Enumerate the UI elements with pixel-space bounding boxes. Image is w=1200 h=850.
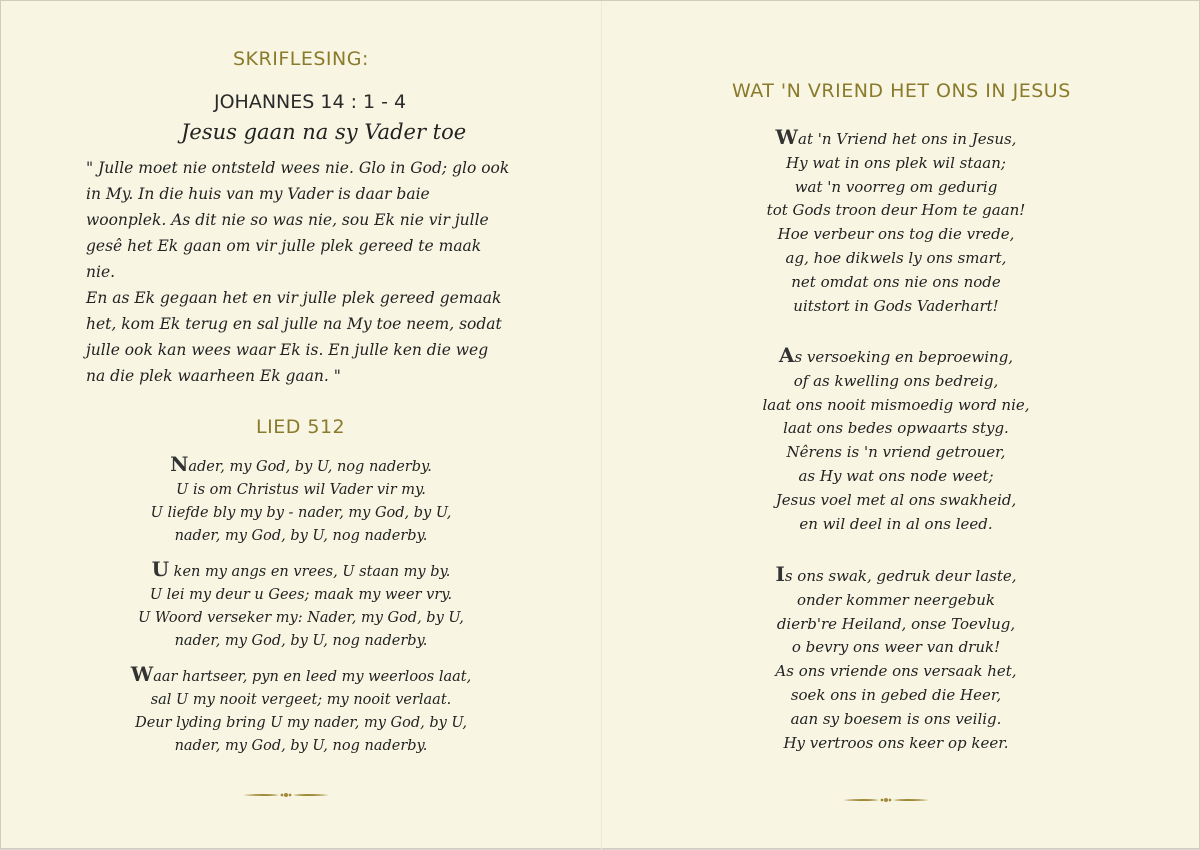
stanza-line: As ons vriende ons versaak het, — [775, 662, 1017, 681]
stanza-line: U Woord verseker my: Nader, my God, by U, — [138, 610, 464, 626]
ornament-divider-icon — [841, 795, 931, 805]
stanza-line: U lei my deur u Gees; maak my weer vry. — [149, 587, 453, 603]
stanza-line: laat ons bedes opwaarts styg. — [783, 419, 1009, 438]
stanza-line: of as kwelling ons bedreig, — [793, 371, 999, 390]
stanza-line: o bevry ons weer van druk! — [791, 638, 1001, 657]
stanza-line: Nêrens is 'n vriend getrouer, — [786, 443, 1006, 462]
stanza-line: Hy wat in ons plek wil staan; — [786, 153, 1006, 172]
stanza-line: Deur lyding bring U my nader, my God, by U, — [135, 715, 467, 731]
dropcap: U — [151, 557, 170, 581]
scripture-title: Jesus gaan na sy Vader toe — [181, 120, 467, 144]
stanza-line: Nader, my God, by U, nog naderby. — [170, 452, 432, 476]
stanza-line: Hoe verbeur ons tog die vrede, — [777, 225, 1015, 244]
stanza-line: net omdat ons nie ons node — [791, 272, 1001, 291]
stanza-line: ag, hoe dikwels ly ons smart, — [785, 248, 1007, 267]
stanza-line: wat 'n voorreg om gedurig — [794, 177, 998, 196]
stanza-line: dierb're Heiland, onse Toevlug, — [776, 614, 1016, 633]
stanza-line: nader, my God, by U, nog naderby. — [174, 633, 428, 649]
dropcap: N — [170, 452, 189, 476]
stanza-line: Waar hartseer, pyn en leed my weerloos laat, — [130, 662, 472, 686]
stanza-line: tot Gods troon deur Hom te gaan! — [766, 201, 1026, 220]
scripture-reference: JOHANNES 14 : 1 - 4 — [214, 91, 407, 113]
dropcap: I — [775, 562, 785, 586]
stanza-line: U ken my angs en vrees, U staan my by. — [151, 557, 451, 581]
stanza-line: onder kommer neergebuk — [797, 590, 995, 609]
stanza-line: laat ons nooit mismoedig word nie, — [762, 395, 1030, 414]
passage-line: na die plek waarheen Ek gaan. " — [86, 367, 341, 385]
stanza-line: as Hy wat ons node weet; — [798, 466, 994, 485]
ornament-divider-icon — [241, 790, 331, 800]
passage-line: in My. In die huis van my Vader is daar baie — [86, 185, 430, 203]
stanza-line: uitstort in Gods Vaderhart! — [793, 296, 999, 315]
scripture-reading-heading: SKRIFLESING: — [233, 48, 369, 70]
friend-hymn-stanza-3 — [661, 563, 1131, 755]
friend-hymn-stanza-1 — [661, 126, 1131, 318]
friend-hymn-stanza-2 — [661, 344, 1131, 536]
stanza-line: As versoeking en beproewing, — [778, 343, 1014, 367]
passage-line: julle ook kan wees waar Ek is. En julle ken die weg — [86, 341, 489, 359]
dropcap: W — [130, 662, 154, 686]
stanza-line: sal U my nooit vergeet; my nooit verlaat. — [150, 692, 452, 708]
passage-line: gesê het Ek gaan om vir julle plek gereed te maak nie. — [86, 237, 482, 281]
stanza-line: Wat 'n Vriend het ons in Jesus, — [775, 125, 1017, 149]
stanza-line: nader, my God, by U, nog naderby. — [174, 738, 428, 754]
hymn-512-stanza-3 — [101, 663, 501, 758]
hymn-512-heading: LIED 512 — [256, 416, 346, 438]
hymn-512-stanza-1 — [101, 453, 501, 548]
dropcap: W — [775, 125, 799, 149]
passage-line: En as Ek gegaan het en vir julle plek gereed gemaak — [86, 289, 502, 307]
stanza-line: Jesus voel met al ons swakheid, — [775, 490, 1017, 509]
scripture-passage — [86, 155, 511, 389]
dropcap: A — [778, 343, 795, 367]
passage-line: woonplek. As dit nie so was nie, sou Ek nie vir julle — [86, 211, 489, 229]
passage-line: " Julle moet nie ontsteld wees nie. Glo in God; glo ook — [86, 159, 510, 177]
stanza-line: en wil deel in al ons leed. — [799, 514, 993, 533]
stanza-line: Is ons swak, gedruk deur laste, — [775, 562, 1017, 586]
stanza-line: U liefde bly my by - nader, my God, by U, — [150, 505, 452, 521]
friend-hymn-heading: WAT 'N VRIEND HET ONS IN JESUS — [732, 80, 1071, 102]
stanza-line: soek ons in gebed die Heer, — [790, 685, 1002, 704]
stanza-line: Hy vertroos ons keer op keer. — [783, 733, 1009, 752]
stanza-line: aan sy boesem is ons veilig. — [790, 709, 1002, 728]
stanza-line: U is om Christus wil Vader vir my. — [176, 482, 426, 498]
stanza-line: nader, my God, by U, nog naderby. — [174, 528, 428, 544]
hymn-512-stanza-2 — [101, 558, 501, 653]
passage-line: het, kom Ek terug en sal julle na My toe neem, sodat — [86, 315, 502, 333]
left-page — [1, 1, 601, 850]
